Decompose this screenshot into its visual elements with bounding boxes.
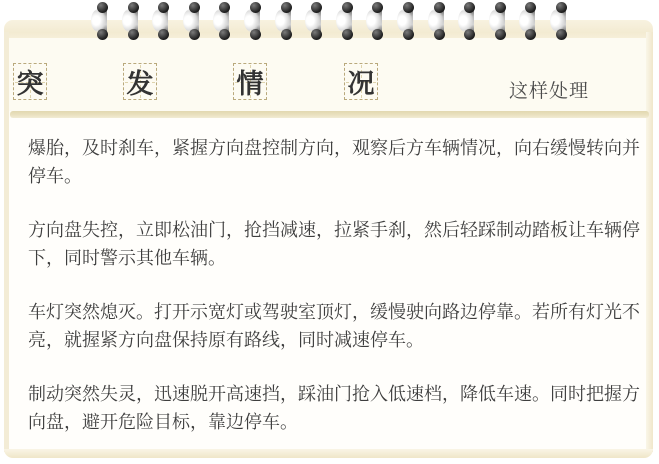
content-area xyxy=(28,134,641,462)
title-char: 情 xyxy=(236,69,264,99)
paragraph: 爆胎，及时刹车，紧握方向盘控制方向，观察后方车辆情况，向右缓慢转向并停车。 xyxy=(28,138,640,186)
binder-ring xyxy=(366,2,386,40)
binder-ring xyxy=(305,2,325,40)
binder-ring xyxy=(336,2,356,40)
paragraph: 车灯突然熄灭。打开示宽灯或驾驶室顶灯，缓慢驶向路边停靠。若所有灯光不亮，就握紧方向盘保持原有路线，同时减速停车。 xyxy=(28,302,640,350)
binder-ring xyxy=(275,2,295,40)
subtitle-text: 这样处理 xyxy=(509,81,590,102)
paragraph: 制动突然失灵，迅速脱开高速挡，踩油门抢入低速档，降低车速。同时把握方向盘，避开危险目标，靠边停车。 xyxy=(28,384,640,432)
binder-ring xyxy=(213,2,233,40)
title-divider xyxy=(10,111,649,118)
binder-ring xyxy=(397,2,417,40)
binder-ring xyxy=(428,2,448,40)
binder-ring xyxy=(91,2,111,40)
paragraph: 方向盘失控，立即松油门，抢挡减速，拉紧手刹，然后轻踩制动踏板让车辆停下，同时警示其他车辆。 xyxy=(28,220,640,268)
title-char: 发 xyxy=(126,69,154,99)
binder-ring xyxy=(244,2,264,40)
binder-ring xyxy=(458,2,478,40)
binder-ring xyxy=(489,2,509,40)
title-char-box xyxy=(13,63,47,100)
title-char-box xyxy=(344,63,378,100)
title-char: 突 xyxy=(16,69,44,99)
binder-ring xyxy=(122,2,142,40)
card-right-edge xyxy=(646,32,653,452)
title-char: 况 xyxy=(347,69,375,99)
title-char-box xyxy=(233,63,267,100)
binder-rings xyxy=(0,0,659,42)
binder-ring xyxy=(550,2,570,40)
card-left-edge xyxy=(4,32,9,452)
binder-ring xyxy=(519,2,539,40)
binder-ring xyxy=(183,2,203,40)
binder-ring xyxy=(152,2,172,40)
title-char-box xyxy=(123,63,157,100)
